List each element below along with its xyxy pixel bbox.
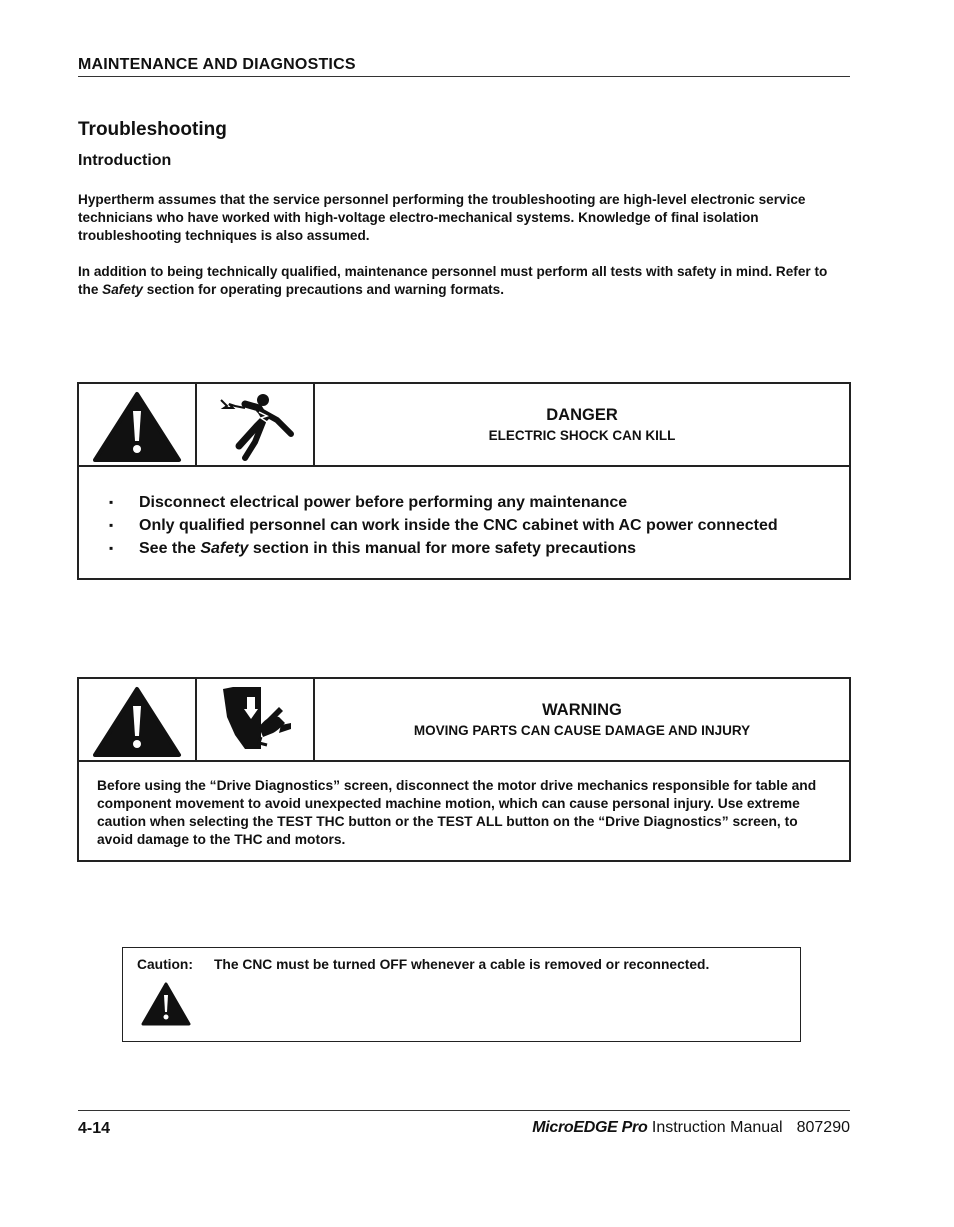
- warning-triangle-icon: [79, 384, 195, 465]
- caution-text: The CNC must be turned OFF whenever a cable is removed or reconnected.: [214, 957, 710, 972]
- intro-paragraph-1: Hypertherm assumes that the service personnel performing the troubleshooting are high-level electronic service technicians who have worked with high-voltage electro-mechanical systems. Knowledge of final isolation troubleshooting techniques is also assumed.: [78, 192, 806, 243]
- warning-triangle-icon: [79, 679, 195, 760]
- brand-name: MicroEDGE Pro: [532, 1119, 648, 1136]
- section-subtitle: Introduction: [78, 152, 172, 169]
- list-item: ▪ Disconnect electrical power before performing any maintenance: [109, 491, 778, 514]
- document-number: 807290: [796, 1119, 850, 1136]
- electric-shock-icon: [197, 384, 313, 465]
- caution-label: Caution:: [137, 957, 193, 972]
- list-item: ▪ Only qualified personnel can work inside the CNC cabinet with AC power connected: [109, 514, 778, 537]
- moving-parts-icon-cell: [197, 679, 315, 760]
- danger-hazard: ELECTRIC SHOCK CAN KILL: [488, 428, 676, 443]
- warning-header: [79, 679, 849, 762]
- danger-triangle-cell: [79, 384, 197, 465]
- danger-header: [79, 384, 849, 467]
- section-header: MAINTENANCE AND DIAGNOSTICS: [78, 56, 850, 77]
- list-item: ▪ See the Safety section in this manual for more safety precautions: [109, 537, 778, 560]
- safety-reference: Safety: [200, 540, 249, 557]
- warning-hazard: MOVING PARTS CAN CAUSE DAMAGE AND INJURY: [413, 723, 751, 738]
- page-number: 4-14: [78, 1120, 111, 1137]
- caution-box: [122, 947, 801, 1042]
- page-title: Troubleshooting: [78, 119, 227, 140]
- shock-icon-cell: [197, 384, 315, 465]
- danger-signal-panel: [315, 384, 849, 465]
- warning-box: [77, 677, 851, 862]
- warning-text: Before using the “Drive Diagnostics” screen, disconnect the motor drive mechanics responsible for table and component movement to avoid unexpected machine motion, which can cause personal injury. Use extreme caution when selecting the TEST THC button or the TEST ALL button on the “Drive Diagnostics” screen, to avoid damage to the THC and motors.: [97, 778, 817, 847]
- warning-signal-word: WARNING: [542, 701, 622, 719]
- manual-title: Instruction Manual: [651, 1119, 783, 1136]
- bullet-icon: ▪: [109, 495, 114, 509]
- warning-triangle-icon: [139, 980, 193, 1028]
- warning-triangle-cell: [79, 679, 197, 760]
- footer-divider: [78, 1110, 850, 1111]
- moving-parts-icon: [197, 679, 313, 760]
- bullet-icon: ▪: [109, 541, 114, 555]
- danger-box: [77, 382, 851, 580]
- safety-reference: Safety: [102, 282, 143, 297]
- danger-signal-word: DANGER: [546, 406, 618, 424]
- warning-signal-panel: [315, 679, 849, 760]
- intro-paragraph-2: In addition to being technically qualified, maintenance personnel must perform all tests with safety in mind. Refer to the Safety section for operating precautions and warning formats.: [78, 264, 828, 297]
- footer-manual-info: [532, 1119, 850, 1137]
- bullet-icon: ▪: [109, 518, 114, 532]
- danger-list: [109, 491, 778, 560]
